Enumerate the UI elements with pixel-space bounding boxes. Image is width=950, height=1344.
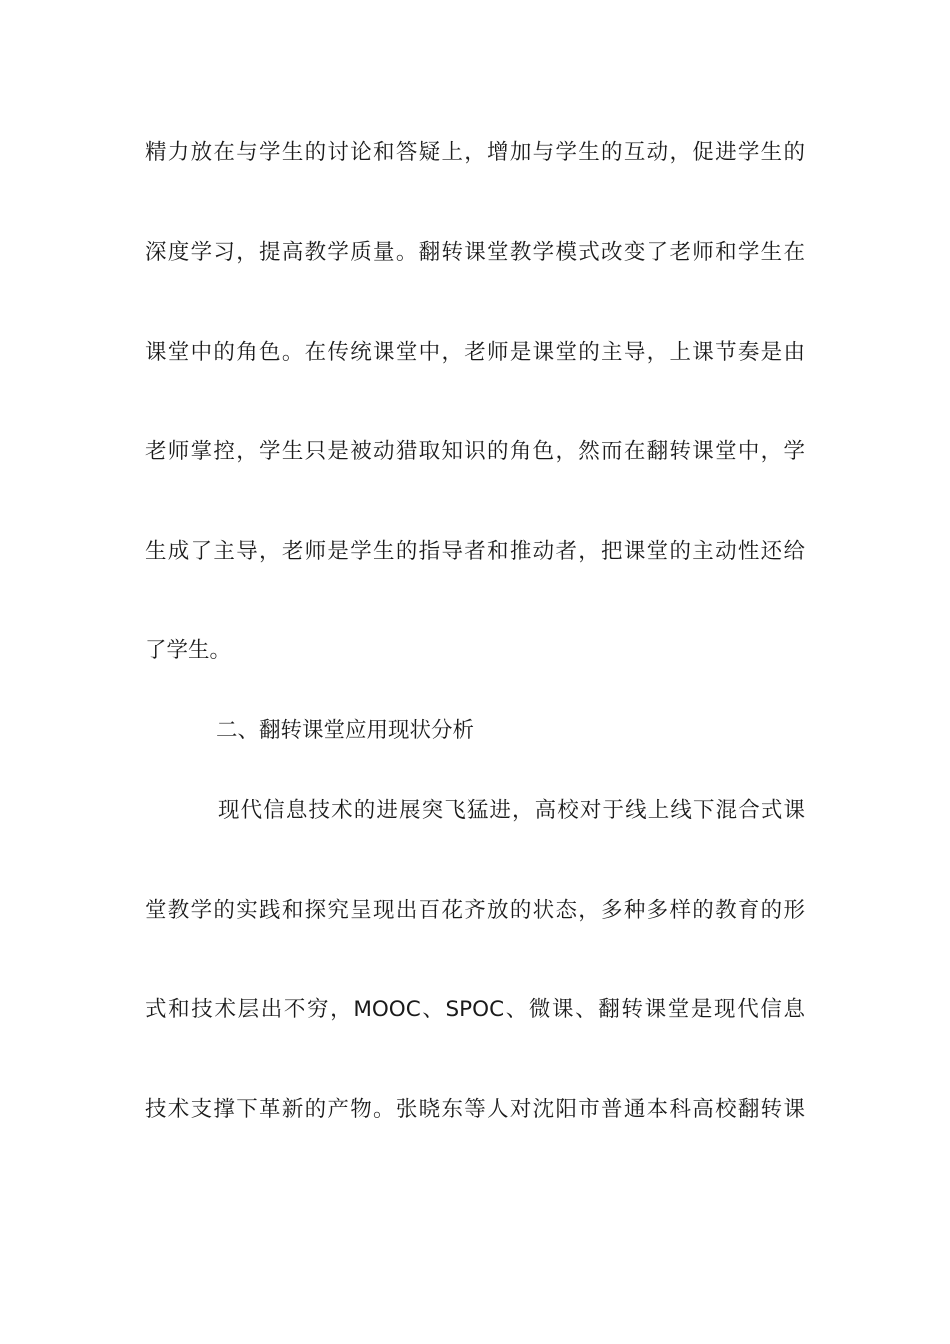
- paragraph-1-line-3: 课堂中的角色。在传统课堂中，老师是课堂的主导，上课节奏是由: [145, 340, 805, 365]
- paragraph-2-line-1: 现代信息技术的进展突飞猛进，高校对于线上线下混合式课: [218, 798, 805, 823]
- paragraph-2-line-2: 堂教学的实践和探究呈现出百花齐放的状态，多种多样的教育的形: [145, 898, 805, 923]
- paragraph-1-line-2: 深度学习，提高教学质量。翻转课堂教学模式改变了老师和学生在: [145, 240, 805, 265]
- section-heading: 二、翻转课堂应用现状分析: [216, 718, 475, 743]
- paragraph-2-line-3: 式和技术层出不穷，MOOC、SPOC、微课、翻转课堂是现代信息: [145, 997, 805, 1022]
- paragraph-1-line-4: 老师掌控，学生只是被动猎取知识的角色，然而在翻转课堂中，学: [145, 439, 805, 464]
- paragraph-2-line-4: 技术支撑下革新的产物。张晓东等人对沈阳市普通本科高校翻转课: [145, 1097, 805, 1122]
- paragraph-1-line-5: 生成了主导，老师是学生的指导者和推动者，把课堂的主动性还给: [145, 539, 805, 564]
- paragraph-1-line-6: 了学生。: [145, 638, 232, 663]
- paragraph-1-line-1: 精力放在与学生的讨论和答疑上，增加与学生的互动，促进学生的: [145, 140, 805, 165]
